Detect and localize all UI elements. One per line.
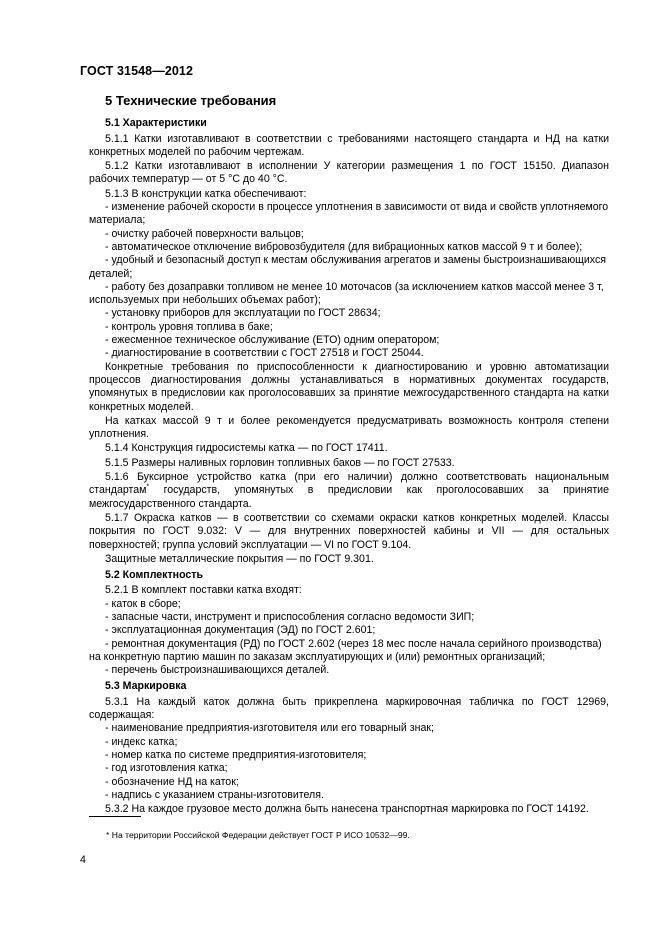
paragraph-5-1-2: 5.1.2 Катки изготавливают в исполнении У категории размещения 1 по ГОСТ 15150. Диапазон рабочих температур — от 5 °С до 40 °С. xyxy=(89,160,609,186)
paragraph-5-1-7: 5.1.7 Окраска катков — в соответствии со схемами окраски катков конкретных моделей. Классы покрытия по ГОСТ 9.032: V — для внутренних поверхностей кабины и VII — для остальных поверхностей; группа условий эксплуатации — VI по ГОСТ 9.104. xyxy=(89,511,609,551)
paragraph-5-1-4: 5.1.4 Конструкция гидросистемы катка — по ГОСТ 17411. xyxy=(105,442,388,455)
subsection-title-marking: 5.3 Маркировка xyxy=(105,680,187,693)
list-item: - наименование предприятия-изготовителя или его товарный знак; xyxy=(105,722,434,735)
list-item: - эксплуатационная документация (ЭД) по ГОСТ 2.601; xyxy=(105,624,376,637)
section-title: 5 Технические требования xyxy=(105,93,277,108)
list-item: - номер катка по системе предприятия-изготовителя; xyxy=(105,748,367,761)
list-item: - перечень быстроизнашивающихся деталей. xyxy=(105,664,330,677)
list-item: - контроль уровня топлива в баке; xyxy=(105,320,273,333)
list-item: - работу без дозаправки топливом не менее 10 моточасов (за исключением катков массой менее 3 т, используемых при небольших объемах работ); xyxy=(89,280,604,307)
subsection-title-characteristics: 5.1 Характеристики xyxy=(105,117,207,130)
paragraph-5-1-3: 5.1.3 В конструкции катка обеспечивают: xyxy=(105,187,307,200)
subsection-title-completeness: 5.2 Комплектность xyxy=(105,569,203,582)
paragraph-5-1-6-text: 5.1.6 Буксирное устройство катка (при его наличии) должно соответствовать национальным стандартам xyxy=(89,471,609,497)
paragraph-5-3-2: 5.3.2 На каждое грузовое место должна быть нанесена транспортная маркировка по ГОСТ 14192. xyxy=(105,803,589,816)
paragraph-5-1-6 xyxy=(89,471,609,511)
list-item: - изменение рабочей скорости в процессе уплотнения в зависимости от вида и свойств уплотняемого материала; xyxy=(89,201,609,227)
paragraph-compaction-control: На катках массой 9 т и более рекомендуется предусматривать возможность контроля степени уплотнения. xyxy=(89,414,609,441)
footnote: * На территории Российской Федерации действует ГОСТ Р ИСО 10532—99. xyxy=(106,830,410,840)
footnote-divider xyxy=(89,816,141,817)
list-item: - запасные части, инструмент и приспособления согласно ведомости ЗИП; xyxy=(105,610,475,623)
document-code-header: ГОСТ 31548—2012 xyxy=(80,64,194,78)
paragraph-diagnostics-requirements: Конкретные требования по приспособленности к диагностированию и уровню автоматизации процессов диагностирования должны устанавливаться в нормативных документах государств, упомянутых в предисловии как проголосовавших за принятие межгосударственного стандарта на катки конкретных моделей. xyxy=(89,360,609,413)
paragraph-protective-coatings: Защитные металлические покрытия — по ГОСТ 9.301. xyxy=(105,552,374,565)
paragraph-5-3-1: 5.3.1 На каждый каток должна быть прикреплена маркировочная табличка по ГОСТ 12969, содержащая: xyxy=(89,695,609,722)
list-item: - обозначение НД на каток; xyxy=(105,775,239,788)
list-item: - ежесменное техническое обслуживание (ЕТО) одним оператором; xyxy=(105,334,440,347)
page-number: 4 xyxy=(80,854,86,866)
list-item: - удобный и безопасный доступ к местам обслуживания агрегатов и замены быстроизнашивающихся деталей; xyxy=(89,254,606,280)
list-item: - надпись с указанием страны-изготовителя. xyxy=(105,788,324,801)
paragraph-5-1-6-text-cont: государств, упомянутых в предисловии как проголосовавших за принятие межгосударственного стандарта. xyxy=(89,484,609,510)
list-item: - автоматическое отключение вибровозбудителя (для вибрационных катков массой 9 т и более); xyxy=(105,240,583,253)
paragraph-5-1-5: 5.1.5 Размеры наливных горловин топливных баков — по ГОСТ 27533. xyxy=(105,456,455,469)
list-item: - установку приборов для эксплуатации по ГОСТ 28634; xyxy=(105,307,381,320)
document-body xyxy=(89,92,609,816)
list-item: - ремонтная документация (РД) по ГОСТ 2.602 (через 18 мес после начала серийного производства) на конкретную партию машин по заказам эксплуатирующих и (или) ремонтных организаций; xyxy=(89,637,602,663)
paragraph-5-2-1: 5.2.1 В комплект поставки катка входят: xyxy=(105,584,302,597)
list-item: - год изготовления катка; xyxy=(105,762,228,775)
paragraph-5-1-1: 5.1.1 Катки изготавливают в соответствии с требованиями настоящего стандарта и НД на катки конкретных моделей по рабочим чертежам. xyxy=(89,132,609,158)
list-item: - диагностирование в соответствии с ГОСТ 27518 и ГОСТ 25044. xyxy=(105,347,424,360)
footnote-marker: * xyxy=(146,483,150,491)
list-item: - индекс катка; xyxy=(105,735,178,748)
list-item: - каток в сборе; xyxy=(105,597,181,610)
list-item: - очистку рабочей поверхности вальцов; xyxy=(105,227,304,240)
